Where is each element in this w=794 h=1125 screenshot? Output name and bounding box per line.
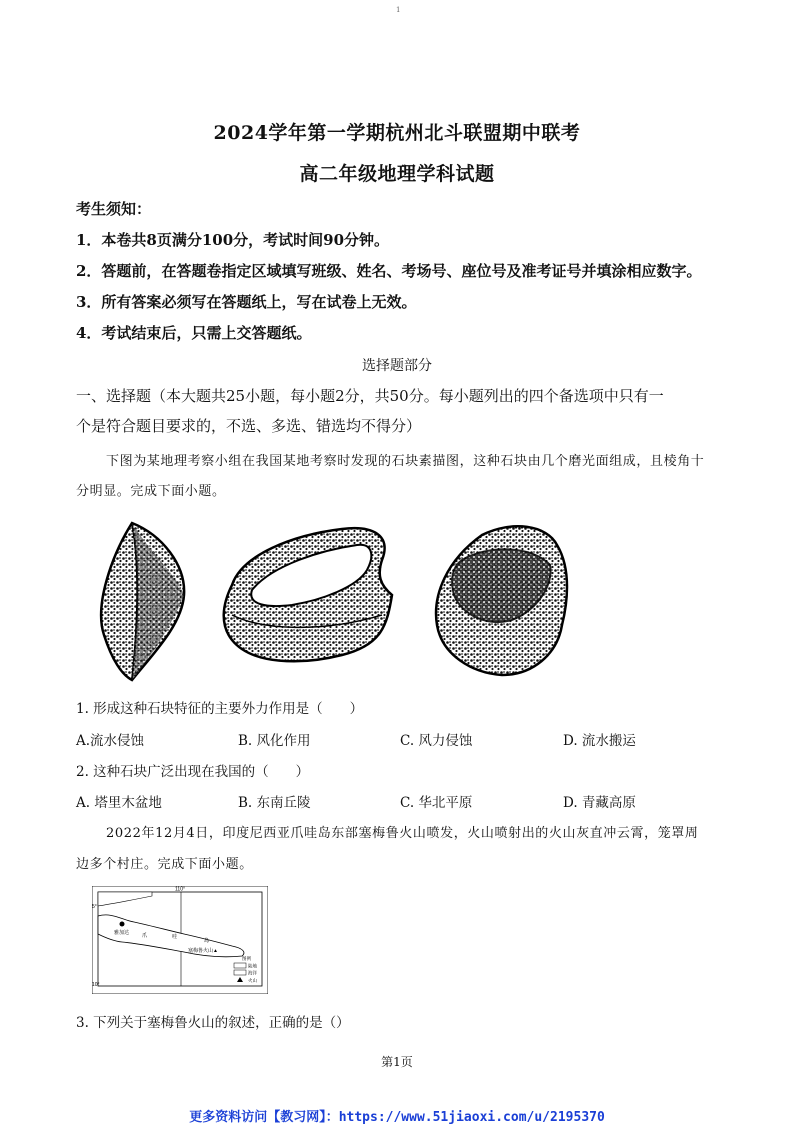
- q1-option-b: B. 风化作用: [238, 733, 311, 749]
- map-lon-label: 110°: [175, 886, 185, 893]
- stone-3: [436, 526, 567, 675]
- page-number: 第1页: [381, 1055, 413, 1069]
- exam-title: 2024学年第一学期杭州北斗联盟期中联考: [213, 122, 581, 144]
- q2-option-c: C. 华北平原: [400, 795, 473, 811]
- notice-item: 2．答题前，在答题卷指定区域填写班级、姓名、考场号、座位号及准考证号并填涂相应数字。: [76, 262, 702, 280]
- stone-1: [101, 523, 184, 680]
- q2-option-b: B. 东南丘陵: [238, 795, 311, 811]
- notice-item: 3．所有答案必须写在答题纸上，写在试卷上无效。: [76, 293, 417, 311]
- city-marker: [120, 922, 125, 927]
- q1-option-d: D. 流水搬运: [563, 733, 636, 749]
- legend-land: 陆地: [248, 963, 257, 969]
- map-island-label-1: 爪: [142, 933, 148, 939]
- q1-option-c: C. 风力侵蚀: [400, 733, 473, 749]
- map-lat-bottom: 10°: [92, 982, 100, 988]
- map-city-label: 雅加达: [114, 930, 130, 936]
- java-map: [92, 886, 268, 994]
- section-desc: 一、选择题（本大题共25小题，每小题2分，共50分。每小题列出的四个备选项中只有一: [76, 387, 664, 405]
- intro-paragraph-2: 边多个村庄。完成下面小题。: [76, 857, 253, 872]
- map-volcano-label: 塞梅鲁火山▲: [188, 948, 218, 954]
- intro-paragraph: 下图为某地理考察小组在我国某地考察时发现的石块素描图，这种石块由几个磨光面组成，且棱角十: [106, 454, 705, 469]
- legend-land-swatch: [234, 963, 246, 968]
- footer-resource-link[interactable]: 更多资料访问【教习网】：https://www.51jiaoxi.com/u/2195370: [189, 1110, 605, 1125]
- q1-option-a: A.流水侵蚀: [76, 733, 145, 749]
- exam-subtitle: 高二年级地理学科试题: [299, 163, 495, 185]
- stone-sketches: [92, 515, 702, 685]
- intro-paragraph-2: 2022年12月4日，印度尼西亚爪哇岛东部塞梅鲁火山喷发，火山喷射出的火山灰直冲云霄，笼罩周: [106, 826, 699, 841]
- q2-option-d: D. 青藏高原: [563, 795, 636, 811]
- notice-heading: 考生须知：: [76, 200, 152, 218]
- legend-volcano: 火山: [248, 978, 257, 983]
- notice-item: 1．本卷共8页满分100分，考试时间90分钟。: [76, 231, 390, 249]
- legend-sea: 海洋: [248, 970, 257, 976]
- notice-item: 4．考试结束后，只需上交答题纸。: [76, 324, 312, 342]
- map-island-label-3: 岛: [204, 938, 210, 944]
- question-1: 1. 形成这种石块特征的主要外力作用是（ ）: [76, 701, 364, 717]
- question-2: 2. 这种石块广泛出现在我国的（ ）: [76, 764, 310, 780]
- section-title: 选择题部分: [362, 358, 432, 374]
- legend-sea-swatch: [234, 970, 246, 975]
- legend-title: 图例: [242, 956, 251, 961]
- section-desc: 个是符合题目要求的，不选、多选、错选均不得分）: [76, 417, 422, 435]
- stone-2: [224, 528, 392, 661]
- q2-option-a: A. 塔里木盆地: [76, 795, 162, 811]
- intro-paragraph: 分明显。完成下面小题。: [76, 484, 226, 499]
- map-island-label-2: 哇: [172, 934, 178, 940]
- question-3: 3. 下列关于塞梅鲁火山的叙述，正确的是（）: [76, 1015, 350, 1031]
- map-lat-top: 5°: [92, 904, 97, 910]
- page-top-number: 1: [396, 6, 401, 14]
